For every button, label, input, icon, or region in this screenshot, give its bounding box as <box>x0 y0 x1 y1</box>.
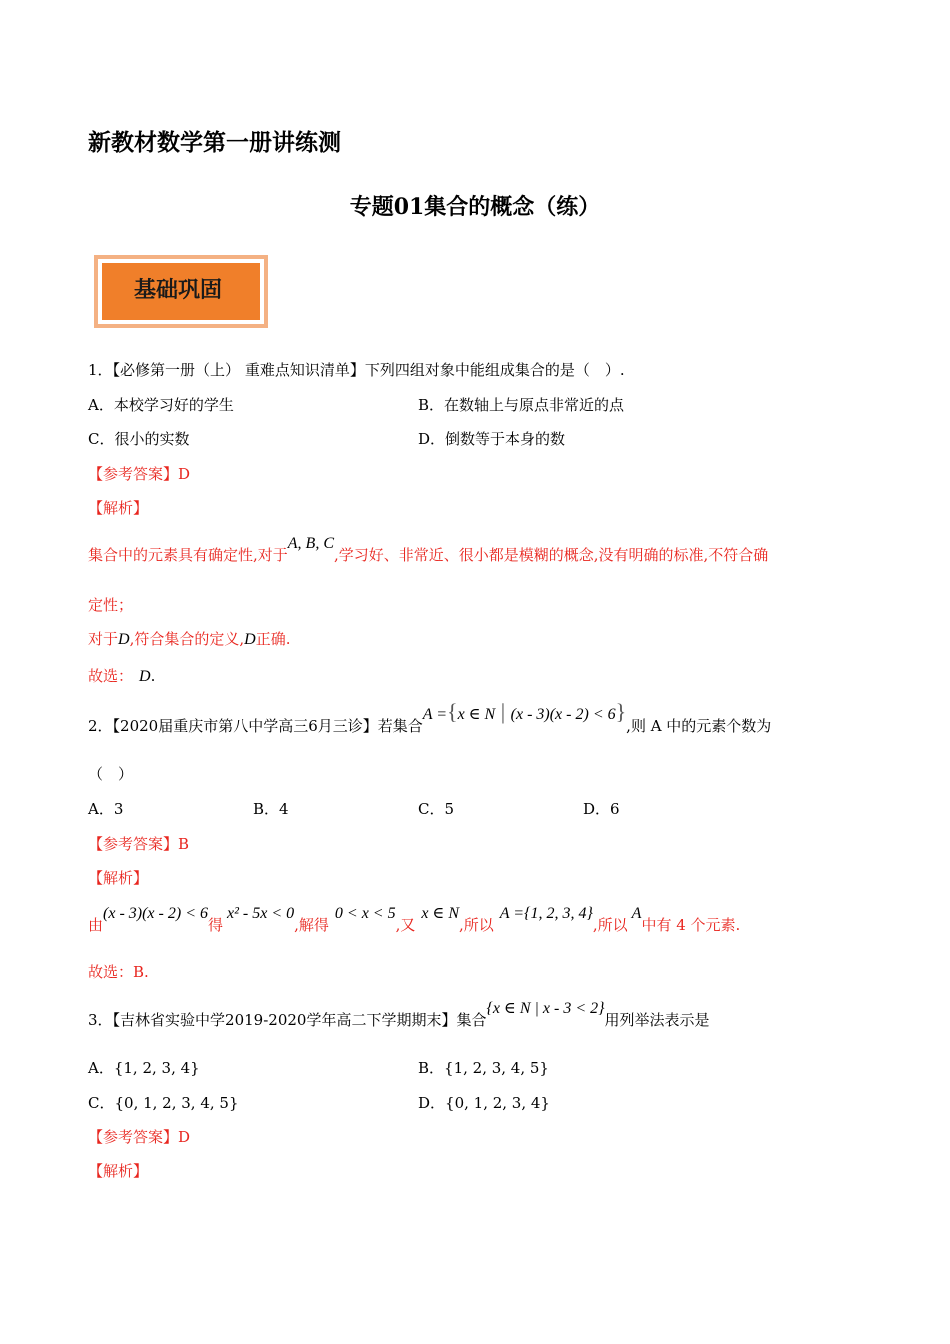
q1-answer-value: D <box>178 465 191 483</box>
q2-option-b: B．4 <box>253 800 289 818</box>
q1-stem: 1．【必修第一册（上） 重难点知识清单】下列四组对象中能组成集合的是（ ）. <box>88 361 625 379</box>
banner-label: 基础巩固 <box>133 278 223 303</box>
q2-stem-text-1: 2．【2020届重庆市第八中学高三6月三诊】若集合 <box>88 717 423 735</box>
q2-option-c: C．5 <box>418 800 455 818</box>
q2-an-text-7: 中有 4 个元素. <box>641 916 741 934</box>
q1-analysis-p1-cont: 定性； <box>88 596 134 614</box>
q1-analysis-text-5: 正确. <box>255 630 291 648</box>
q1-choose-line <box>88 666 155 687</box>
q3-stem-text-2: 用列举法表示是 <box>604 1011 710 1029</box>
q3-option-c: C．{0, 1, 2, 3, 4, 5} <box>88 1094 239 1112</box>
q3-stem-text-1: 3．【吉林省实验中学2019-2020学年高二下学期期末】集合 <box>88 1011 487 1029</box>
q2-stem-paren: （ ） <box>88 765 134 783</box>
answer-label: 【参考答案】 <box>88 835 179 853</box>
q1-option-b: B．在数轴上与原点非常近的点 <box>418 396 625 414</box>
q1-option-c: C．很小的实数 <box>88 430 190 448</box>
q2-answer-line <box>88 834 189 854</box>
topic-title: 专题01集合的概念（练） <box>349 194 601 220</box>
q1-option-a: A．本校学习好的学生 <box>88 396 234 414</box>
q2-choose-line <box>88 962 149 982</box>
q1-analysis-math-d2: D <box>244 631 256 648</box>
q2-an-text-6: ,所以 <box>592 916 628 934</box>
q2-an-text-5: ,所以 <box>459 916 494 934</box>
answer-label: 【参考答案】 <box>88 1128 179 1146</box>
q2-choose-value: B. <box>133 963 149 981</box>
q1-analysis-math-abc: A, B, C <box>287 535 334 552</box>
q2-an-math-1: (x - 3)(x - 2) < 6 <box>103 905 208 922</box>
q3-stem <box>88 1000 710 1031</box>
document-title: 新教材数学第一册讲练测 <box>88 130 341 156</box>
q2-stem <box>88 699 772 737</box>
q1-analysis-text-2: ,学习好、非常近、很小都是模糊的概念,没有明确的标准,不符合确 <box>334 546 769 564</box>
q2-an-math-4: x ∈ N <box>421 905 460 922</box>
q2-option-d: D．6 <box>583 800 620 818</box>
choose-label: 故选： <box>88 963 134 981</box>
q1-analysis-p1 <box>88 535 769 566</box>
q2-analysis-line <box>88 905 741 936</box>
q3-option-a: A．{1, 2, 3, 4} <box>88 1059 200 1077</box>
q3-answer-value: D <box>178 1128 191 1146</box>
q1-analysis-text-3: 对于 <box>88 630 119 648</box>
q2-an-text-3: ,解得 <box>294 916 329 934</box>
q3-analysis-label: 【解析】 <box>88 1162 149 1180</box>
section-banner <box>94 255 268 328</box>
choose-label: 故选： <box>88 667 134 685</box>
q3-set-math: {x ∈ N | x - 3 < 2} <box>486 1000 605 1017</box>
q2-stem-text-2: ,则 A 中的元素个数为 <box>626 717 772 735</box>
q2-set-bar: | <box>495 699 511 724</box>
q2-answer-value: B <box>178 835 190 853</box>
q1-choose-end: . <box>150 667 156 685</box>
q1-analysis-text-1: 集合中的元素具有确定性,对于 <box>88 546 288 564</box>
q1-analysis-text-4: ,符合集合的定义, <box>129 630 245 648</box>
q2-an-text-4: ,又 <box>395 916 416 934</box>
q2-an-math-3: 0 < x < 5 <box>334 905 396 922</box>
q1-answer-line <box>88 464 190 484</box>
q1-analysis-label: 【解析】 <box>88 499 149 517</box>
q1-analysis-p2 <box>88 629 290 650</box>
q3-option-b: B．{1, 2, 3, 4, 5} <box>418 1059 549 1077</box>
q2-an-math-5: A ={1, 2, 3, 4} <box>499 905 593 922</box>
q2-set-brace-right: } <box>615 699 627 724</box>
q2-set-element: x ∈ N <box>457 706 496 723</box>
q2-set-condition: (x - 3)(x - 2) < 6 <box>510 706 616 723</box>
answer-label: 【参考答案】 <box>88 465 179 483</box>
q2-analysis-label: 【解析】 <box>88 869 149 887</box>
q1-option-d: D．倒数等于本身的数 <box>418 430 566 448</box>
q3-answer-line <box>88 1127 190 1147</box>
q2-an-text-1: 由 <box>88 916 104 934</box>
q1-choose-value: D <box>139 668 151 685</box>
q2-option-a: A．3 <box>88 800 124 818</box>
q2-an-math-6: A <box>631 905 642 922</box>
q2-an-math-2: x² - 5x < 0 <box>227 905 295 922</box>
q2-an-text-2: 得 <box>207 916 223 934</box>
q3-option-d: D．{0, 1, 2, 3, 4} <box>418 1094 550 1112</box>
q1-analysis-math-d1: D <box>118 631 130 648</box>
q2-set-name: A = <box>422 706 448 723</box>
q2-set-brace-left: { <box>447 699 458 724</box>
